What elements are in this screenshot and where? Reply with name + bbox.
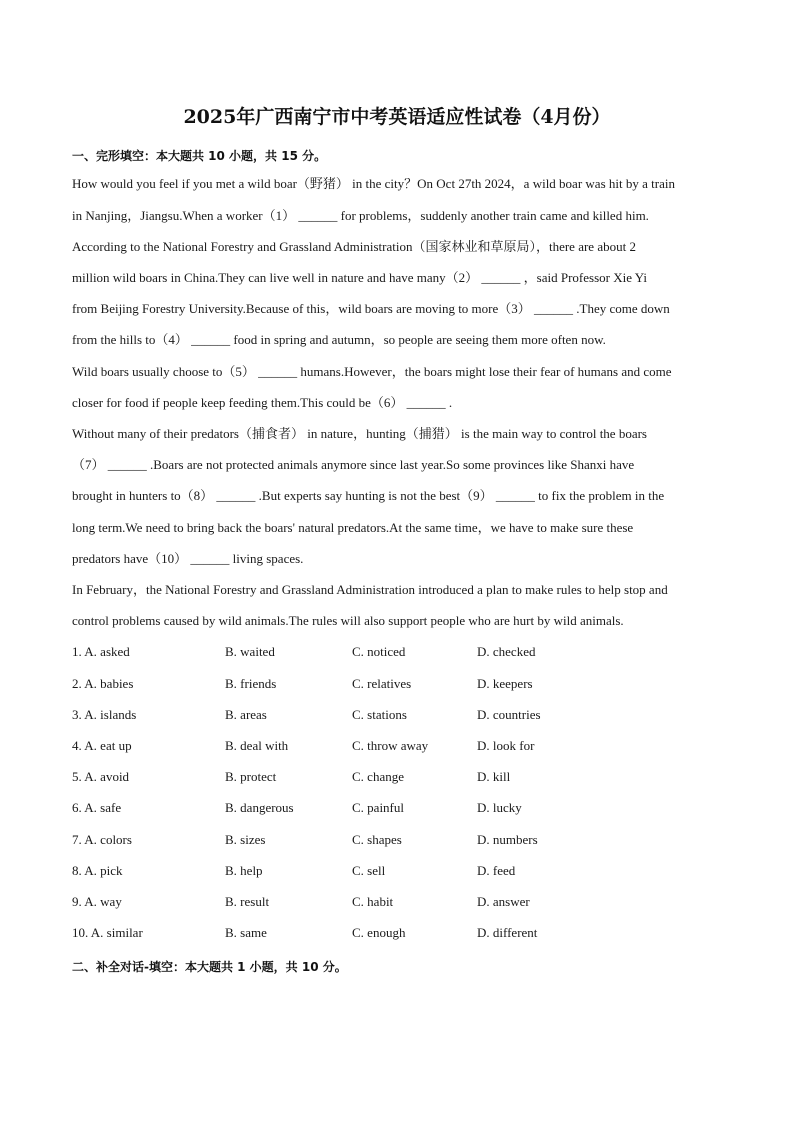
option-d: D. look for [477, 738, 535, 753]
passage-line: Without many of their predators（捕食者） in nature，hunting（捕猎） is the main way to control the boars [72, 426, 647, 441]
option-b: B. sizes [225, 832, 266, 847]
option-a: 6. A. safe [72, 800, 122, 815]
question-options-7 [72, 831, 732, 849]
option-a: 3. A. islands [72, 707, 137, 722]
option-d: D. kill [477, 769, 511, 784]
question-options-6 [72, 799, 732, 817]
option-d: D. numbers [477, 832, 538, 847]
option-c: C. enough [352, 925, 406, 940]
option-b: B. dangerous [225, 800, 294, 815]
question-options-1 [72, 643, 732, 661]
option-c: C. relatives [352, 676, 412, 691]
passage-line: In February，the National Forestry and Grassland Administration introduced a plan to make rules to help stop and [72, 582, 668, 597]
question-options-10 [72, 924, 732, 942]
option-b: B. deal with [225, 738, 289, 753]
option-a: 7. A. colors [72, 832, 132, 847]
option-a: 10. A. similar [72, 925, 143, 940]
option-c: C. habit [352, 894, 394, 909]
option-b: B. protect [225, 769, 277, 784]
option-c: C. shapes [352, 832, 402, 847]
option-c: C. change [352, 769, 404, 784]
option-a: 9. A. way [72, 894, 122, 909]
option-b: B. waited [225, 644, 275, 659]
option-a: 5. A. avoid [72, 769, 130, 784]
question-options-5 [72, 768, 732, 786]
option-d: D. answer [477, 894, 530, 909]
option-b: B. friends [225, 676, 277, 691]
option-b: B. result [225, 894, 270, 909]
option-a: 1. A. asked [72, 644, 130, 659]
option-d: D. keepers [477, 676, 533, 691]
passage-line: closer for food if people keep feeding them.This could be（6） ______ . [72, 395, 453, 410]
option-c: C. throw away [352, 738, 429, 753]
passage-line: brought in hunters to（8） ______ .But experts say hunting is not the best（9） ______ to fix the problem in the [72, 488, 665, 503]
section-2-heading: 二、补全对话-填空：本大题共 1 小题，共 10 分。 [72, 960, 347, 974]
option-d: D. different [477, 925, 538, 940]
option-d: D. lucky [477, 800, 522, 815]
question-options-9 [72, 893, 732, 911]
option-b: B. help [225, 863, 263, 878]
question-options-8 [72, 862, 732, 880]
section-1-heading: 一、完形填空：本大题共 10 小题，共 15 分。 [72, 149, 327, 163]
option-a: 2. A. babies [72, 676, 134, 691]
option-c: C. noticed [352, 644, 406, 659]
option-b: B. same [225, 925, 267, 940]
passage-line: from Beijing Forestry University.Because of this，wild boars are moving to more（3） ______ .They come down [72, 301, 670, 316]
exam-title: 2025年广西南宁市中考英语适应性试卷（4月份） [183, 106, 611, 128]
option-a: 8. A. pick [72, 863, 123, 878]
passage-line: Wild boars usually choose to（5） ______ humans.However，the boars might lose their fear of humans and come [72, 364, 672, 379]
option-d: D. checked [477, 644, 536, 659]
question-options-2 [72, 675, 732, 693]
passage-line: in Nanjing，Jiangsu.When a worker（1） ______ for problems，suddenly another train came and killed him. [72, 208, 649, 223]
passage-line: predators have（10） ______ living spaces. [72, 551, 304, 566]
option-d: D. feed [477, 863, 516, 878]
passage-line: （7） ______ .Boars are not protected animals anymore since last year.So some provinces like Shanxi have [72, 457, 635, 472]
option-c: C. sell [352, 863, 386, 878]
passage-line: from the hills to（4） ______ food in spring and autumn，so people are seeing them more often now. [72, 332, 606, 347]
question-options-4 [72, 737, 732, 755]
passage-line: long term.We need to bring back the boars' natural predators.At the same time，we have to make sure these [72, 520, 634, 535]
option-b: B. areas [225, 707, 267, 722]
option-d: D. countries [477, 707, 541, 722]
passage-line: According to the National Forestry and Grassland Administration（国家林业和草原局），there are about 2 [72, 239, 636, 254]
passage-line: How would you feel if you met a wild boar（野猪） in the city？On Oct 27th 2024，a wild boar was hit by a train [72, 176, 675, 191]
passage-line: control problems caused by wild animals.The rules will also support people who are hurt by wild animals. [72, 613, 624, 628]
option-c: C. painful [352, 800, 404, 815]
question-options-3 [72, 706, 732, 724]
passage-line: million wild boars in China.They can live well in nature and have many（2） ______ ，said Professor Xie Yi [72, 270, 648, 285]
option-c: C. stations [352, 707, 407, 722]
option-a: 4. A. eat up [72, 738, 132, 753]
